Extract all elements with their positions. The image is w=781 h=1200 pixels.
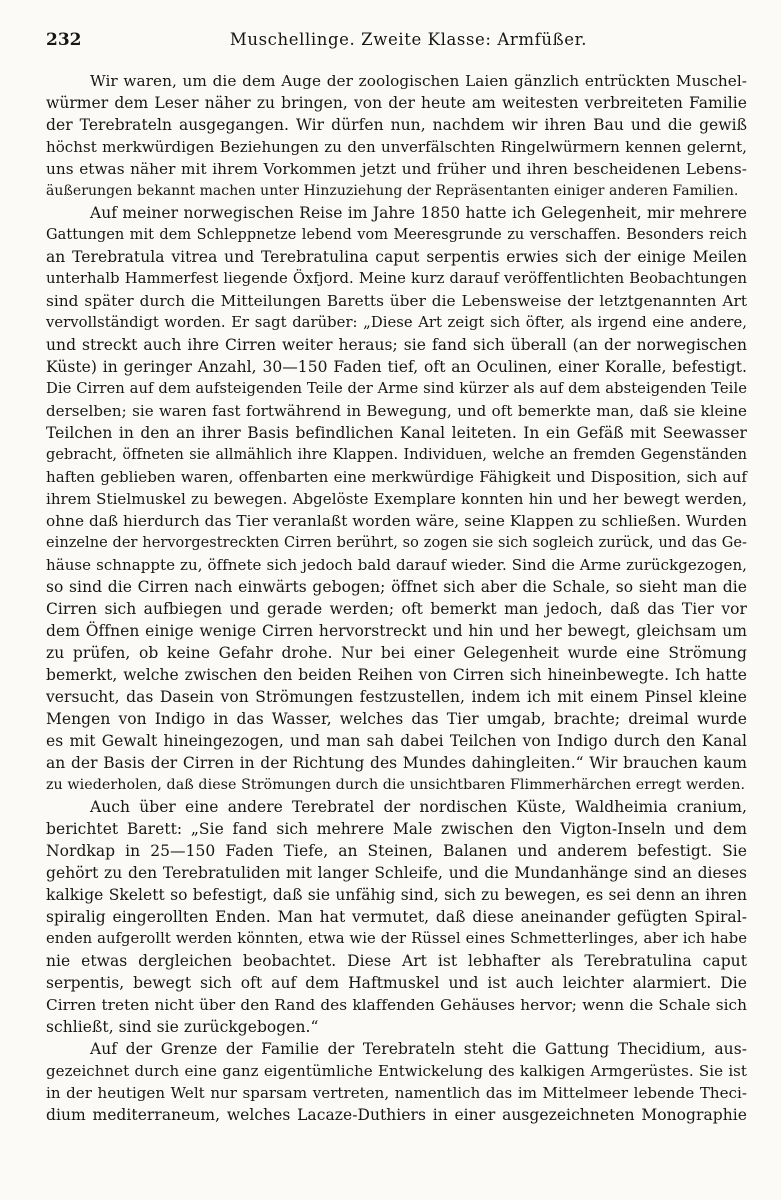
text-line: der Terebrateln ausgegangen. Wir dürfen nun, nachdem wir ihren Bau und die gewiß [46,116,747,134]
text-line: uns etwas näher mit ihrem Vorkommen jetzt und früher und ihren bescheidenen Lebens- [46,160,747,178]
running-head: Muschellinge. Zweite Klasse: Armfüßer. [229,30,588,49]
page-header [46,30,747,58]
text-line: Auf meiner norwegischen Reise im Jahre 1850 hatte ich Gelegenheit, mir mehrere [90,204,747,222]
text-line: zu prüfen, ob keine Gefahr drohe. Nur bei einer Gelegenheit wurde eine Strömung [46,644,747,662]
text-line: berichtet Barett: „Sie fand sich mehrere Male zwischen den Vigton-Inseln und dem [46,820,747,838]
text-line: dem Öffnen einige wenige Cirren hervorstreckt und hin und her bewegt, gleichsam um [46,622,747,640]
text-line: spiralig eingerollten Enden. Man hat vermutet, daß diese aneinander gefügten Spiral- [46,908,747,926]
text-line: häuse schnappte zu, öffnete sich jedoch bald darauf wieder. Sind die Arme zurückgezogen, [46,556,747,574]
text-line: derselben; sie waren fast fortwährend in Bewegung, und oft bemerkte man, daß sie kleine [46,402,747,420]
text-line: an der Basis der Cirren in der Richtung des Mundes dahingleiten.“ Wir brauchen kaum [46,754,747,772]
text-line: Küste) in geringer Anzahl, 30—150 Faden tief, oft an Oculinen, einer Koralle, befestigt. [46,358,747,376]
text-line: höchst merkwürdigen Beziehungen zu den unverfälschten Ringelwürmern kennen gelernt, [46,138,747,156]
text-line: enden aufgerollt werden könnten, etwa wie der Rüssel eines Schmetterlinges, aber ich habe [46,930,747,947]
text-line: einzelne der hervorgestreckten Cirren berührt, so zogen sie sich sogleich zurück, und das Ge- [46,535,747,551]
text-line: zu wiederholen, daß diese Strömungen durch die unsichtbaren Flimmerhärchen erregt werden. [46,777,746,793]
text-line: und streckt auch ihre Cirren weiter heraus; sie fand sich überall (an der norwegischen [46,336,747,354]
text-line: haften geblieben waren, offenbarten eine merkwürdige Fähigkeit und Disposition, sich auf [46,468,747,486]
text-line: so sind die Cirren nach einwärts gebogen; öffnet sich aber die Schale, so sieht man die [46,578,747,596]
text-line: versucht, das Dasein von Strömungen festzustellen, indem ich mit einem Pinsel kleine [46,688,747,706]
text-line: ihrem Stielmuskel zu bewegen. Abgelöste Exemplare konnten hin und her bewegt werden, [46,490,747,508]
text-line: Auch über eine andere Terebratel der nordischen Küste, Waldheimia cranium, [90,798,747,816]
text-line: Die Cirren auf dem aufsteigenden Teile der Arme sind kürzer als auf dem absteigenden Teile [46,380,747,397]
text-line: in der heutigen Welt nur sparsam vertreten, namentlich das im Mittelmeer lebende Theci- [46,1084,747,1102]
text-line: vervollständigt worden. Er sagt darüber: „Diese Art zeigt sich öfter, als irgend eine andere, [46,314,747,331]
page-number: 232 [46,30,82,50]
text-line: nie etwas dergleichen beobachtet. Diese Art ist lebhafter als Terebratulina caput [46,952,747,970]
text-line: kalkige Skelett so befestigt, daß sie unfähig sind, sich zu bewegen, es sei denn an ihren [46,886,747,904]
text-line: dium mediterraneum, welches Lacaze-Duthiers in einer ausgezeichneten Monographie [46,1106,747,1124]
text-line: bemerkt, welche zwischen den beiden Reihen von Cirren sich hineinbewegte. Ich hatte [46,666,747,684]
text-line: Cirren treten nicht über den Rand des klaffenden Gehäuses hervor; wenn die Schale sich [46,996,747,1014]
text-line: ohne daß hierdurch das Tier veranlaßt worden wäre, seine Klappen zu schließen. Wurden [46,512,747,530]
text-line: an Terebratula vitrea und Terebratulina caput serpentis erwies sich der einige Meilen [46,248,747,266]
text-line: gezeichnet durch eine ganz eigentümliche Entwickelung des kalkigen Armgerüstes. Sie ist [46,1062,747,1080]
text-line: Wir waren, um die dem Auge der zoologischen Laien gänzlich entrückten Muschel- [90,72,747,90]
text-line: Mengen von Indigo in das Wasser, welches das Tier umgab, brachte; dreimal wurde [46,710,747,728]
text-line: würmer dem Leser näher zu bringen, von der heute am weitesten verbreiteten Familie [46,94,747,112]
text-line: sind später durch die Mitteilungen Baretts über die Lebensweise der letztgenannten Art [46,292,747,310]
text-line: gehört zu den Terebratuliden mit langer Schleife, und die Mundanhänge sind an dieses [46,864,747,882]
text-line: Nordkap in 25—150 Faden Tiefe, an Steinen, Balanen und anderem befestigt. Sie [46,842,747,860]
text-line: schließt, sind sie zurückgebogen.“ [46,1018,319,1036]
text-line: Auf der Grenze der Familie der Terebrateln steht die Gattung Thecidium, aus- [90,1040,747,1058]
text-line: Teilchen in den an ihrer Basis befindlichen Kanal leiteten. In ein Gefäß mit Seewasser [46,424,747,442]
text-line: unterhalb Hammerfest liegende Öxfjord. Meine kurz darauf veröffentlichten Beobachtungen [46,270,747,287]
text-line: Gattungen mit dem Schleppnetze lebend vom Meeresgrunde zu verschaffen. Besonders reich [46,227,747,243]
text-line: äußerungen bekannt machen unter Hinzuziehung der Repräsentanten einiger anderen Familien. [46,183,739,199]
body-text [46,70,747,1126]
text-line: gebracht, öffneten sie allmählich ihre Klappen. Individuen, welche an fremden Gegenständen [46,447,747,463]
text-line: serpentis, bewegt sich oft auf dem Haftmuskel und ist auch leichter alarmiert. Die [46,974,747,992]
text-line: es mit Gewalt hineingezogen, und man sah dabei Teilchen von Indigo durch den Kanal [46,732,747,750]
text-line: Cirren sich aufbiegen und gerade werden; oft bemerkt man jedoch, daß das Tier vor [46,600,747,618]
